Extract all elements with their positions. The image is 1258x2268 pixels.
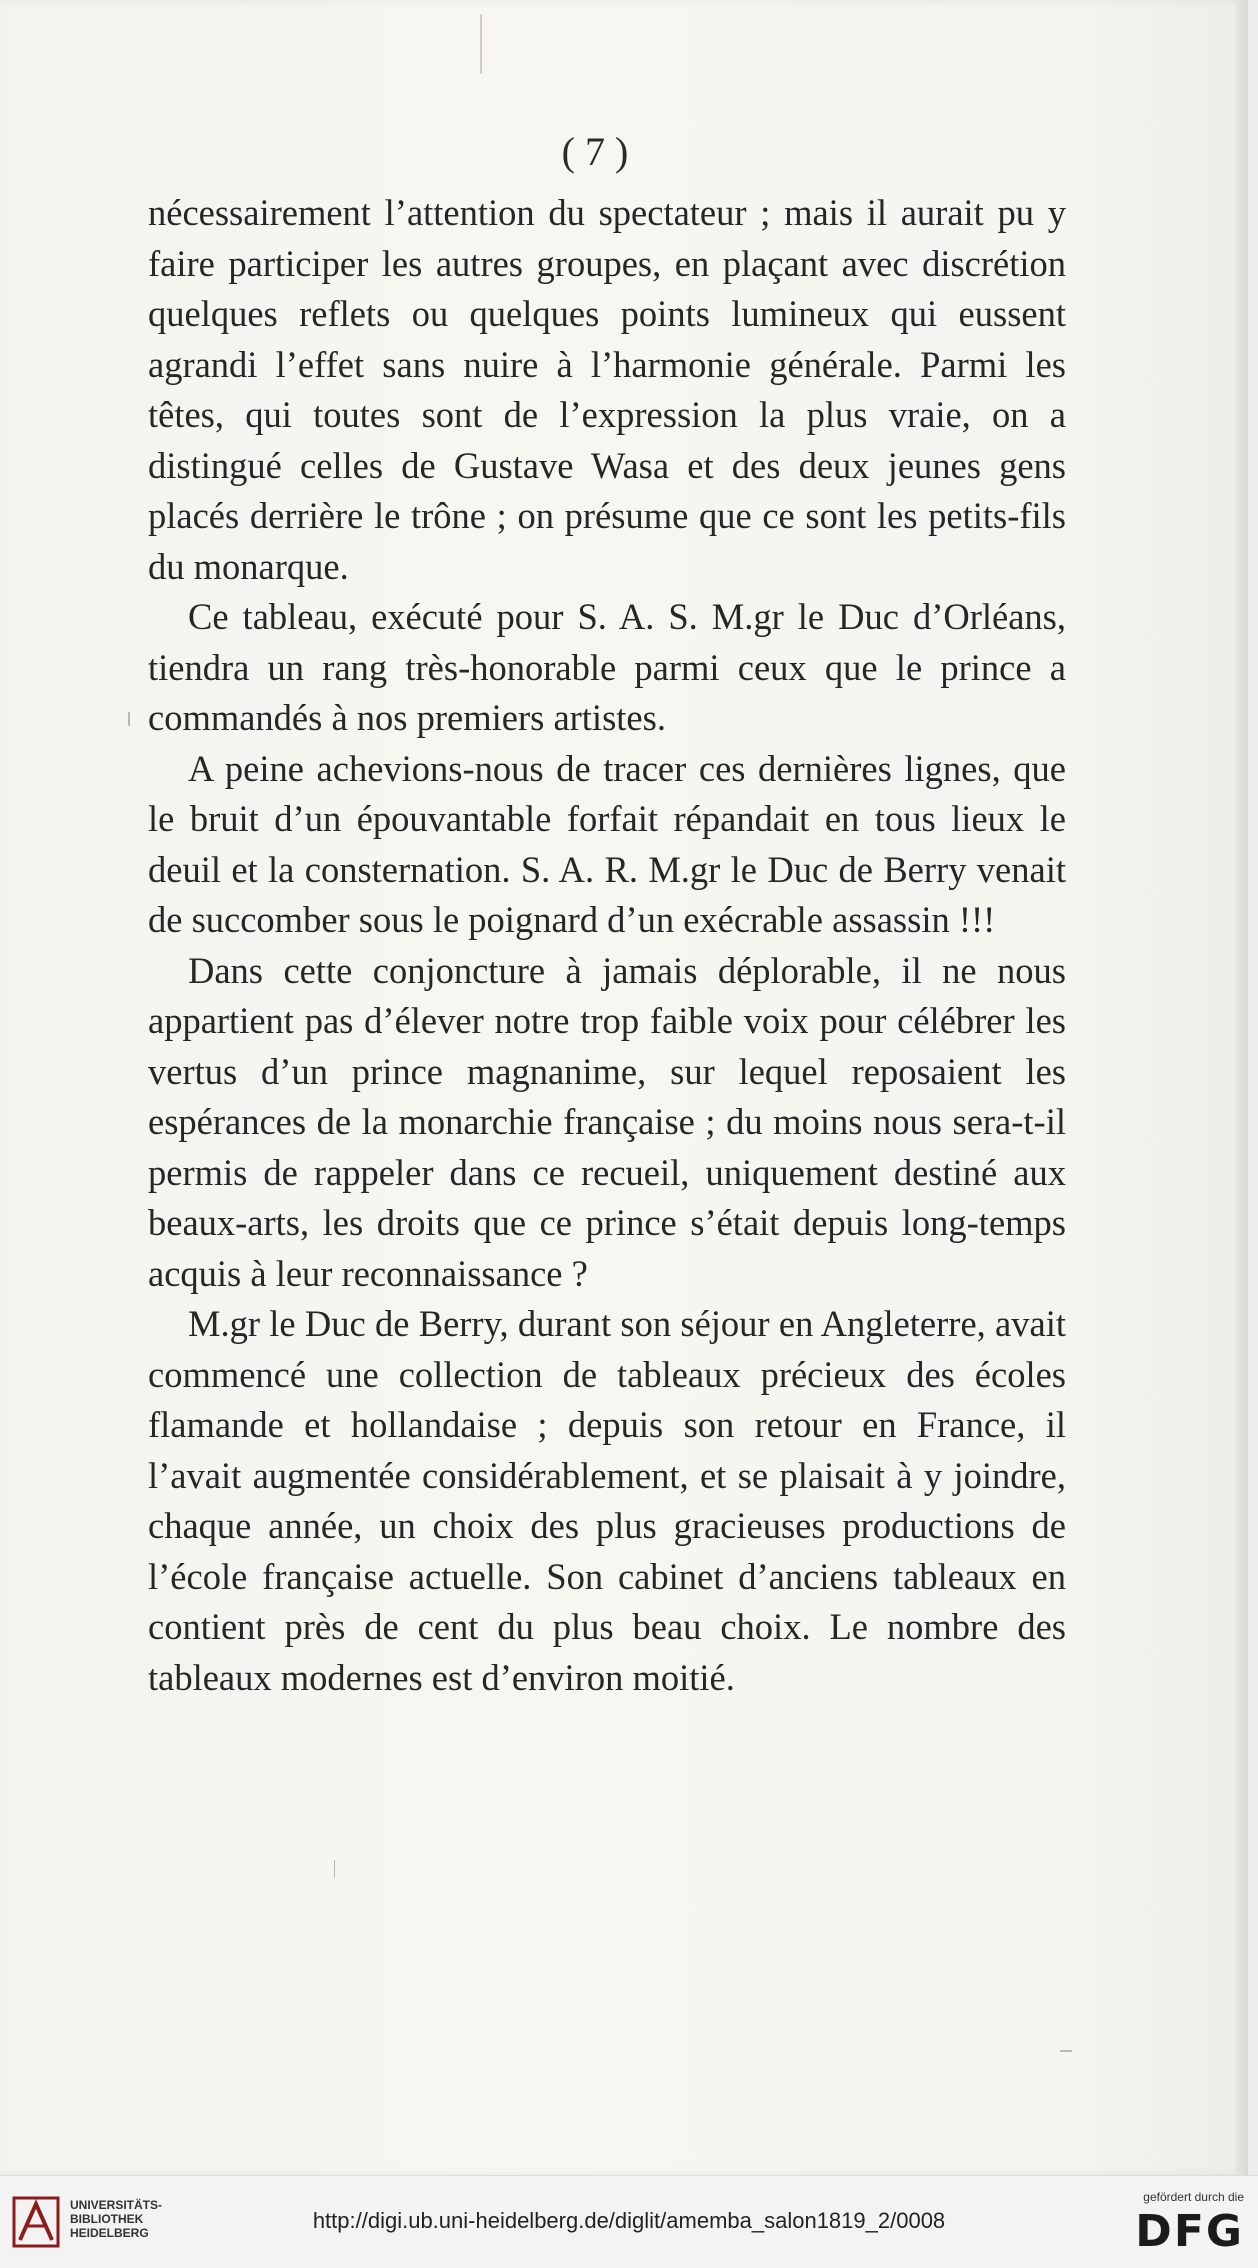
footer-bar bbox=[0, 2175, 1258, 2268]
paragraph-1: nécessairement l’attention du spectateur ; mais il aurait pu y faire participer les autres groupes, en plaçant avec discrétion quelques reflets ou quelques points lumineux qui eussent agrandi l’effet sans nuire à l’harmonie générale. Parmi les têtes, qui toutes sont de l’expression la plus vraie, on a distingué celles de Gustave Wasa et des deux jeunes gens placés derrière le trône ; on présume que ce sont les petits-fils du monarque. bbox=[148, 192, 1066, 587]
paper-mark bbox=[1060, 2050, 1072, 2052]
source-url-link[interactable]: http://digi.ub.uni-heidelberg.de/diglit/amemba_salon1819_2/0008 bbox=[312, 2208, 946, 2233]
dfg-logo: DFG bbox=[1135, 2206, 1244, 2257]
library-name-line: HEIDELBERG bbox=[70, 2226, 149, 2240]
page-edge bbox=[1236, 0, 1248, 2175]
paper-mark bbox=[334, 1860, 335, 1878]
paragraph-4: Dans cette conjoncture à jamais déplorable, il ne nous appartient pas d’élever notre trop faible voix pour célébrer les vertus d’un prince magnanime, sur lequel reposaient les espérances de la monarchie française ; du moins nous sera-t-il permis de rappeler dans ce recueil, uniquement destiné aux beaux-arts, les droits que ce prince s’était depuis long-temps acquis à leur reconnaissance ? bbox=[148, 949, 1066, 1294]
paragraph-2: Ce tableau, exécuté pour S. A. S. M.gr le Duc d’Orléans, tiendra un rang très-honorable parmi ceux que le prince a commandés à nos premiers artistes. bbox=[148, 596, 1066, 738]
paper-mark bbox=[128, 712, 130, 726]
paragraph-3: A peine achevions-nous de tracer ces dernières lignes, que le bruit d’un épouvantable forfait répandait en tous lieux le deuil et la consternation. S. A. R. M.gr le Duc de Berry venait de succomber sous le poignard d’un exécrable assassin !!! bbox=[148, 747, 1066, 940]
library-name-line: BIBLIOTHEK bbox=[70, 2212, 144, 2226]
funding-text: gefördert durch die bbox=[1143, 2190, 1244, 2204]
library-name-line: UNIVERSITÄTS- bbox=[70, 2198, 163, 2212]
funding-credit bbox=[1114, 2190, 1244, 2257]
paper-mark bbox=[480, 14, 482, 74]
page-number: ( 7 ) bbox=[561, 129, 629, 174]
body-text bbox=[148, 188, 1066, 1703]
paragraph-5: M.gr le Duc de Berry, durant son séjour en Angleterre, avait commencé une collection de tableaux précieux des écoles flamande et hollandaise ; depuis son retour en France, il l’avait augmentée considérablement, et se plaisait à y joindre, chaque année, un choix des plus gracieuses productions de l’école française actuelle. Son cabinet d’anciens tableaux en contient près de cent du plus beau choix. Le nombre des tableaux modernes est d’environ moitié. bbox=[148, 1303, 1066, 1698]
